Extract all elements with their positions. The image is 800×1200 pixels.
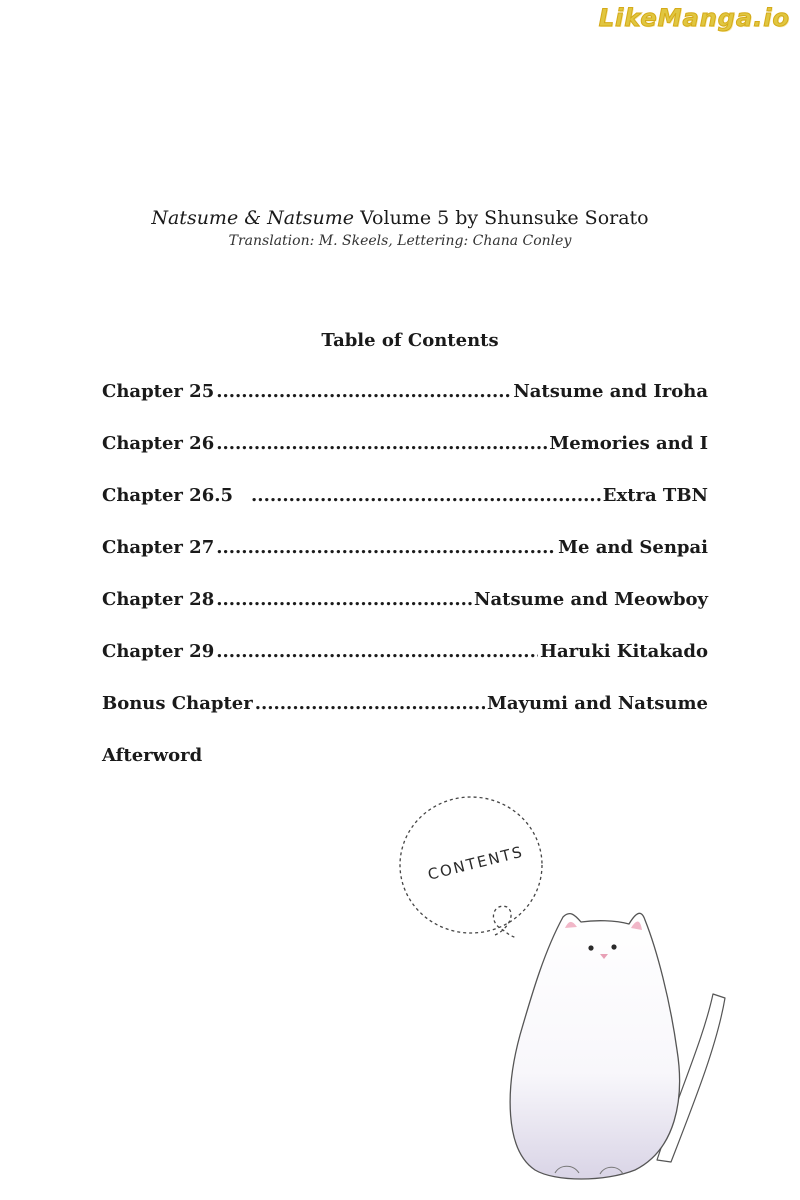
toc-leader: [255, 693, 485, 714]
toc-chapter-title: Mayumi and Natsume: [486, 693, 708, 714]
toc-chapter-title: Extra TBN: [602, 485, 708, 506]
toc-chapter-title: Haruki Kitakado: [539, 641, 708, 662]
credits: Translation: M. Skeels, Lettering: Chana Conley: [228, 233, 572, 249]
toc-chapter-label: Chapter 26.5: [102, 485, 234, 506]
toc-leader: [251, 485, 601, 506]
site-watermark: LikeManga.io: [598, 4, 790, 32]
white-cat-icon: [510, 913, 725, 1179]
toc-leader: [216, 589, 472, 610]
toc-entry: [102, 693, 708, 745]
toc-chapter-label: Chapter 28: [102, 589, 215, 610]
toc-heading: Table of Contents: [321, 330, 499, 351]
cat-illustration: [395, 790, 735, 1190]
toc-leader: [216, 433, 547, 454]
toc-chapter-label: Chapter 27: [102, 537, 215, 558]
toc-chapter-title: Natsume and Iroha: [513, 381, 708, 402]
book-header: [0, 205, 800, 251]
toc-chapter-label: Bonus Chapter: [102, 693, 253, 714]
toc-chapter-title: Me and Senpai: [558, 537, 708, 558]
toc-entry: [102, 537, 708, 589]
toc-chapter-title: Memories and I: [549, 433, 708, 454]
toc-chapter-label: Chapter 25: [102, 381, 215, 402]
book-title: [0, 205, 800, 231]
toc-entry: [102, 589, 708, 641]
toc-chapter-title: Natsume and Meowboy: [474, 589, 708, 610]
toc-list: [102, 381, 708, 797]
toc-leader: [216, 381, 511, 402]
toc-chapter-label: Chapter 26: [102, 433, 215, 454]
volume-info: Volume 5 by Shunsuke Sorato: [360, 207, 649, 229]
toc-chapter-label: Chapter 29: [102, 641, 215, 662]
bubble-text: CONTENTS: [426, 842, 526, 884]
thought-bubble-icon: [400, 797, 542, 938]
cat-illustration-svg: [395, 790, 735, 1190]
toc-leader: [216, 537, 556, 558]
toc-entry: [102, 485, 708, 537]
toc-entry: [102, 433, 708, 485]
toc-chapter-label: Afterword: [102, 745, 203, 766]
toc-leader: [216, 641, 538, 662]
series-title: Natsume & Natsume: [151, 207, 355, 229]
toc-entry: [102, 381, 708, 433]
toc-entry: [102, 641, 708, 693]
